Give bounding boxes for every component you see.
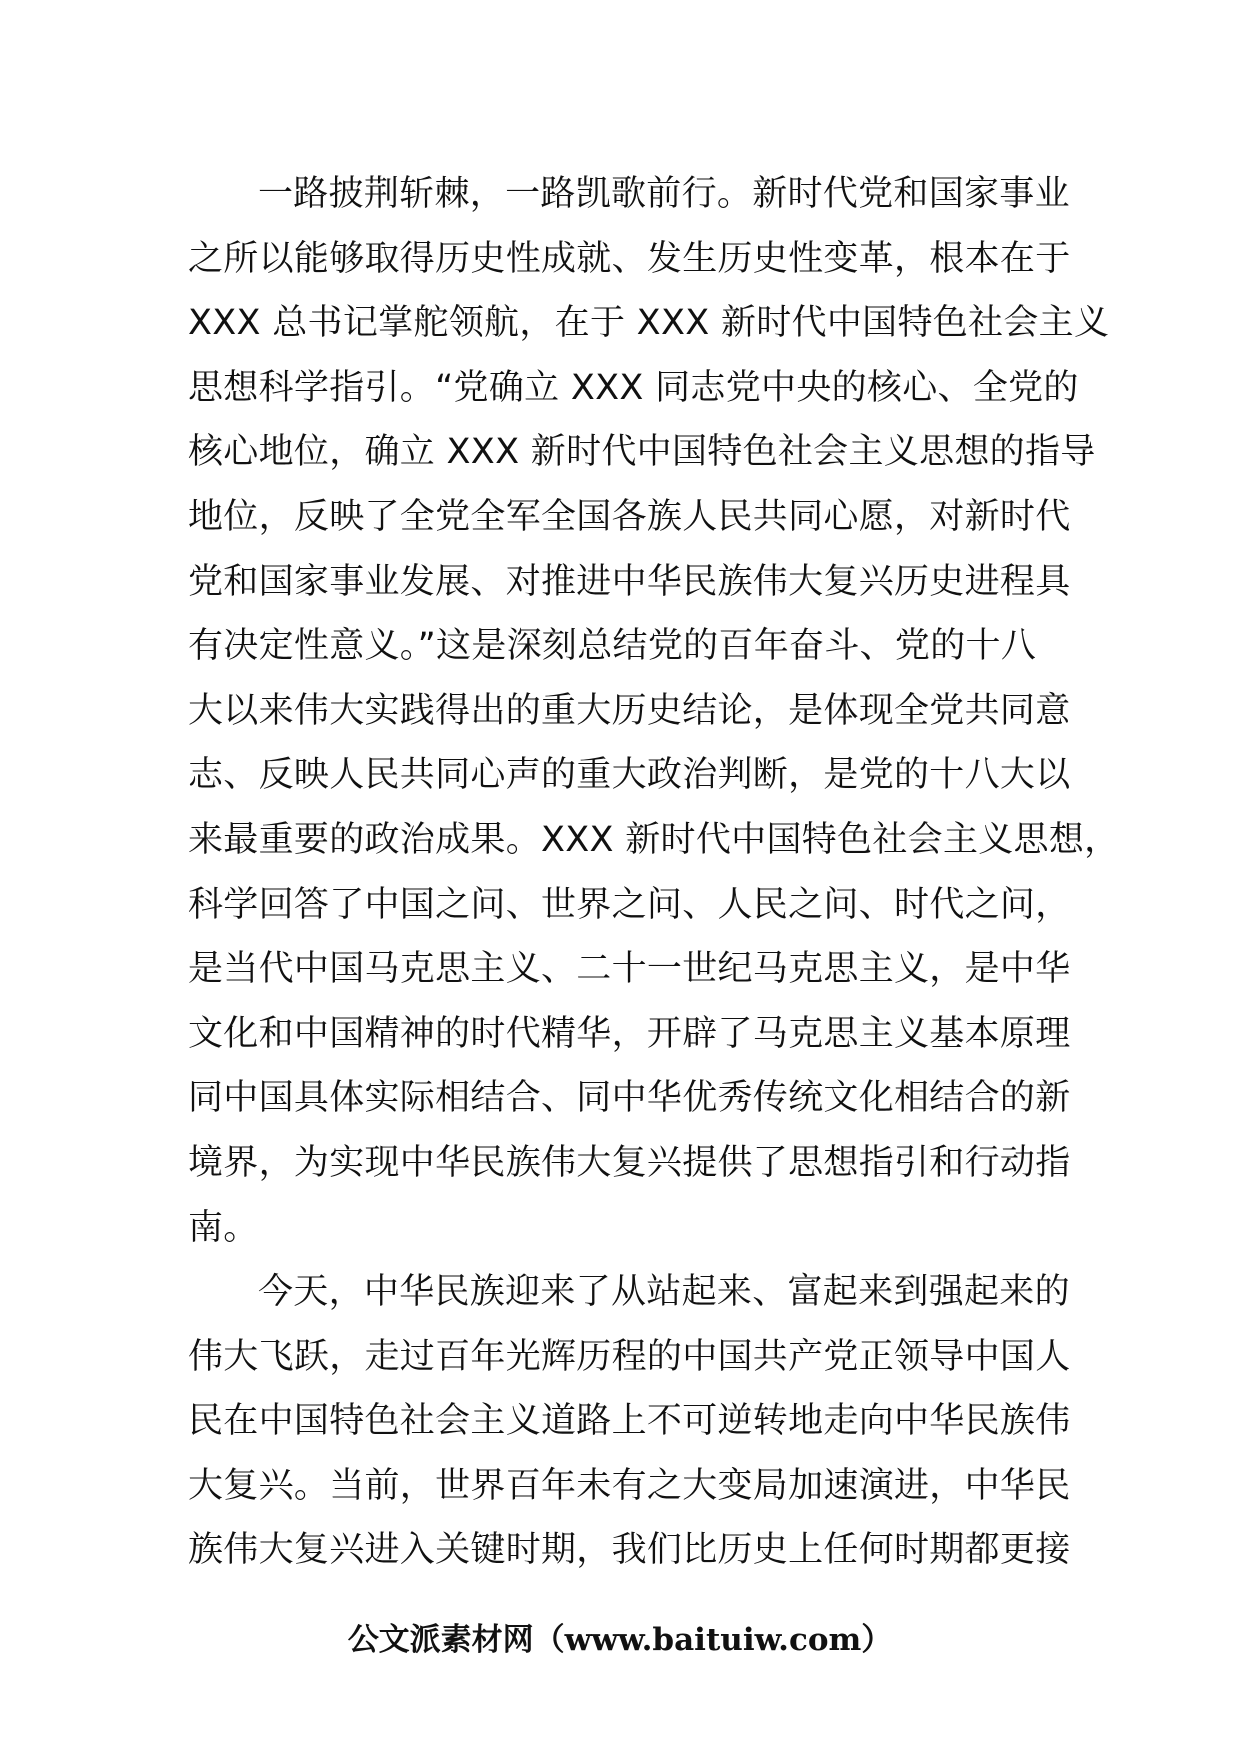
text-line: 志、反映人民共同心声的重大政治判断，是党的十八大以 (188, 755, 1071, 796)
text-line: 之所以能够取得历史性成就、发生历史性变革，根本在于 (188, 238, 1071, 279)
text-line: 民在中国特色社会主义道路上不可逆转地走向中华民族伟 (188, 1401, 1071, 1442)
paragraph-2 (188, 1260, 1071, 1583)
text-line: 大复兴。当前，世界百年未有之大变局加速演进，中华民 (188, 1465, 1071, 1506)
text-line: 来最重要的政治成果。XXX 新时代中国特色社会主义思想， (188, 819, 1120, 860)
document-body (188, 162, 1120, 1583)
text-line: 族伟大复兴进入关键时期，我们比历史上任何时期都更接 (188, 1530, 1071, 1571)
text-line: 伟大飞跃，走过百年光辉历程的中国共产党正领导中国人 (188, 1336, 1071, 1377)
text-line: 有决定性意义。”这是深刻总结党的百年奋斗、党的十八 (188, 626, 1037, 667)
text-line: 文化和中国精神的时代精华，开辟了马克思主义基本原理 (188, 1013, 1071, 1054)
text-line: 今天，中华民族迎来了从站起来、富起来到强起来的 (258, 1272, 1070, 1313)
text-line: 大以来伟大实践得出的重大历史结论，是体现全党共同意 (188, 690, 1071, 731)
text-line: 境界，为实现中华民族伟大复兴提供了思想指引和行动指 (188, 1142, 1071, 1183)
text-line: 同中国具体实际相结合、同中华优秀传统文化相结合的新 (188, 1078, 1071, 1119)
text-line: 地位，反映了全党全军全国各族人民共同心愿，对新时代 (188, 496, 1071, 537)
footer-watermark: 公文派素材网（www.baituiw.com） (347, 1622, 893, 1658)
text-line: 是当代中国马克思主义、二十一世纪马克思主义，是中华 (188, 949, 1071, 990)
text-line: 党和国家事业发展、对推进中华民族伟大复兴历史进程具 (188, 561, 1071, 602)
text-line: 核心地位，确立 XXX 新时代中国特色社会主义思想的指导 (188, 432, 1096, 473)
text-line: XXX 总书记掌舵领航，在于 XXX 新时代中国特色社会主义 (188, 303, 1110, 344)
text-line: 科学回答了中国之问、世界之问、人民之问、时代之问， (188, 884, 1071, 925)
text-line: 思想科学指引。“党确立 XXX 同志党中央的核心、全党的 (188, 367, 1079, 408)
paragraph-1 (188, 162, 1120, 1260)
text-line: 一路披荆斩棘，一路凯歌前行。新时代党和国家事业 (258, 174, 1070, 214)
text-line: 南。 (188, 1207, 259, 1248)
